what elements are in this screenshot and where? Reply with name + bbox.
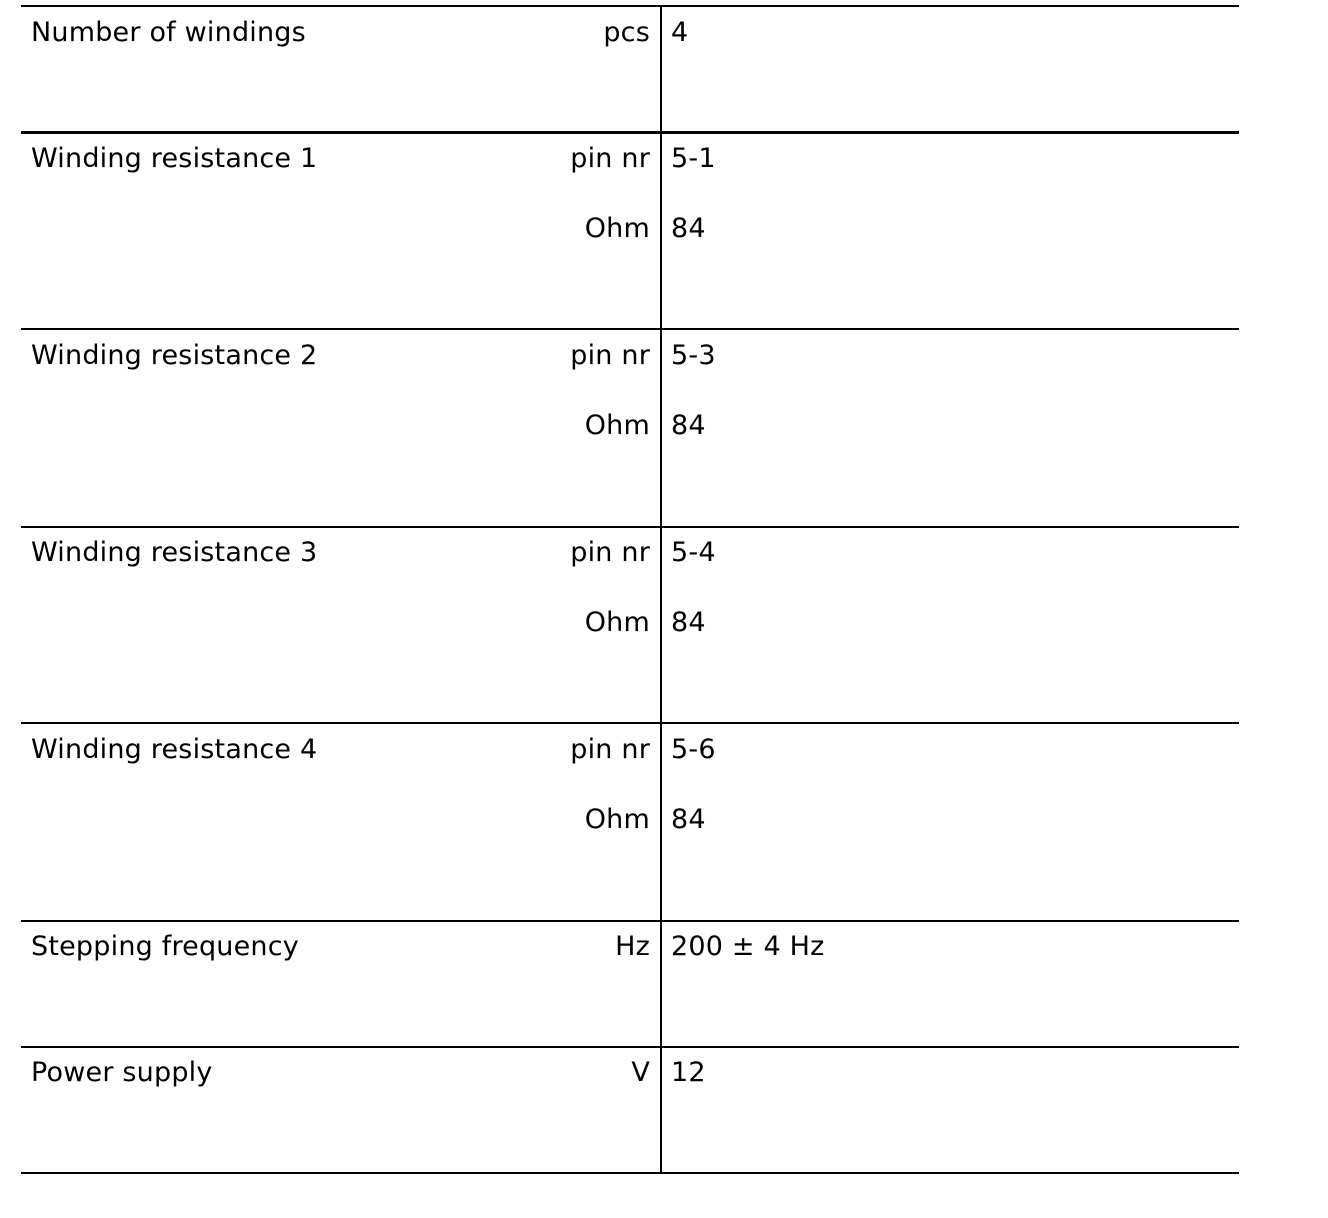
- row-value: 84: [671, 213, 706, 244]
- row-value: 12: [671, 1057, 706, 1088]
- row-value: 5-3: [671, 340, 716, 371]
- row-unit: pin nr: [570, 537, 650, 568]
- row-value: 5-6: [671, 734, 716, 765]
- row-value: 5-1: [671, 143, 716, 174]
- row-unit: Ohm: [584, 410, 650, 441]
- row-label: Winding resistance 4: [31, 734, 318, 765]
- row-unit: Ohm: [584, 607, 650, 638]
- row-divider: [21, 131, 1239, 134]
- row-value: 84: [671, 607, 706, 638]
- row-unit: Hz: [615, 931, 650, 962]
- row-unit: pin nr: [570, 143, 650, 174]
- row-unit: Ohm: [584, 213, 650, 244]
- row-divider: [21, 328, 1239, 330]
- row-unit: pin nr: [570, 340, 650, 371]
- row-value: 5-4: [671, 537, 716, 568]
- row-label: Stepping frequency: [31, 931, 299, 962]
- row-label: Winding resistance 1: [31, 143, 318, 174]
- row-unit: V: [631, 1057, 650, 1088]
- row-value: 200 ± 4 Hz: [671, 931, 825, 962]
- row-divider: [21, 1172, 1239, 1174]
- row-divider: [21, 5, 1239, 7]
- row-value: 84: [671, 410, 706, 441]
- row-label: Number of windings: [31, 17, 306, 48]
- column-divider: [660, 5, 662, 1173]
- row-unit: Ohm: [584, 804, 650, 835]
- row-unit: pcs: [603, 17, 650, 48]
- row-value: 4: [671, 17, 689, 48]
- row-label: Power supply: [31, 1057, 213, 1088]
- row-divider: [21, 920, 1239, 922]
- row-label: Winding resistance 3: [31, 537, 318, 568]
- row-divider: [21, 1046, 1239, 1048]
- row-label: Winding resistance 2: [31, 340, 318, 371]
- row-value: 84: [671, 804, 706, 835]
- row-divider: [21, 722, 1239, 724]
- row-divider: [21, 526, 1239, 528]
- row-unit: pin nr: [570, 734, 650, 765]
